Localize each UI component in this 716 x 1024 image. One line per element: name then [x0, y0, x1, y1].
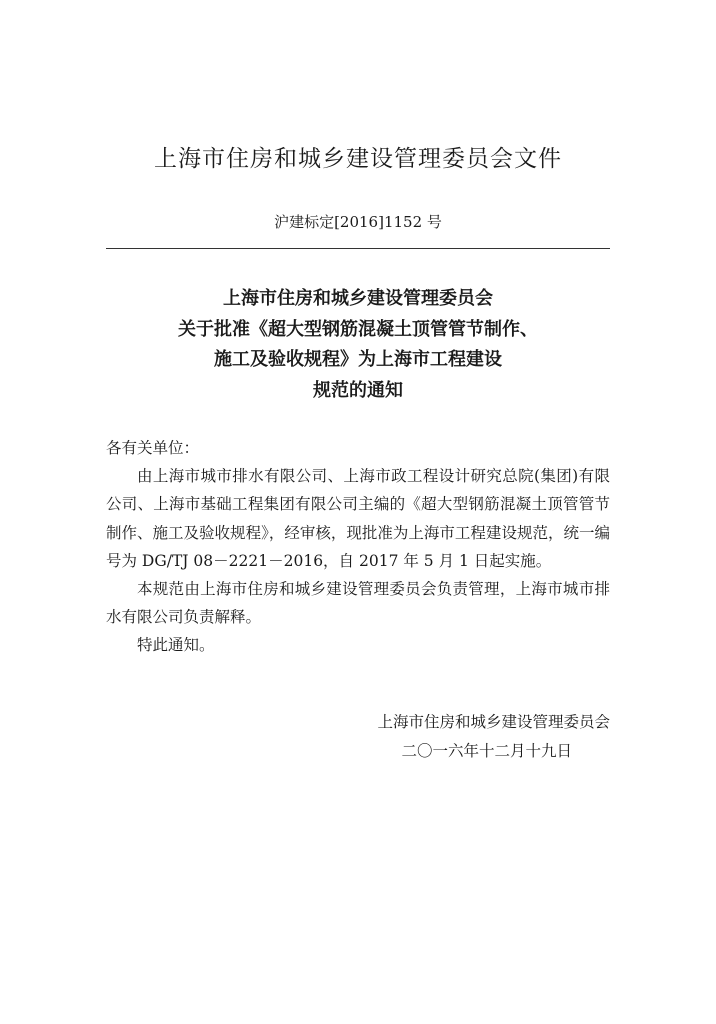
header-divider — [106, 248, 610, 249]
document-number: 沪建标定[2016]1152 号 — [274, 213, 442, 231]
issuer-header: 上海市住房和城乡建设管理委员会文件 — [154, 146, 562, 172]
title-line: 规范的通知 — [313, 379, 403, 401]
title-line: 上海市住房和城乡建设管理委员会 — [223, 288, 493, 309]
title-line: 关于批准《超大型钢筋混凝土顶管管节制作、 — [178, 318, 538, 340]
signature-block — [106, 708, 610, 765]
notice-body — [106, 434, 610, 660]
signing-date: 二〇一六年十二月十九日 — [401, 741, 572, 760]
salutation: 各有关单位： — [106, 439, 200, 457]
body-paragraph: 本规范由上海市住房和城乡建设管理委员会负责管理，上海市城市排水有限公司负责解释。 — [106, 580, 610, 627]
notice-title — [106, 284, 610, 406]
body-paragraph: 特此通知。 — [137, 636, 215, 655]
title-line: 施工及验收规程》为上海市工程建设 — [214, 349, 502, 370]
body-paragraph: 由上海市城市排水有限公司、上海市政工程设计研究总院(集团)有限公司、上海市基础工程集团有限公司主编的《超大型钢筋混凝土顶管管节制作、施工及验收规程》，经审核，现批准为上海市工程建设规范，统一编号为 DG/TJ 08－2221－2016，自 2017 年 5 月 1 日起实施。 — [106, 467, 610, 570]
signing-organization: 上海市住房和城乡建设管理委员会 — [377, 713, 610, 731]
